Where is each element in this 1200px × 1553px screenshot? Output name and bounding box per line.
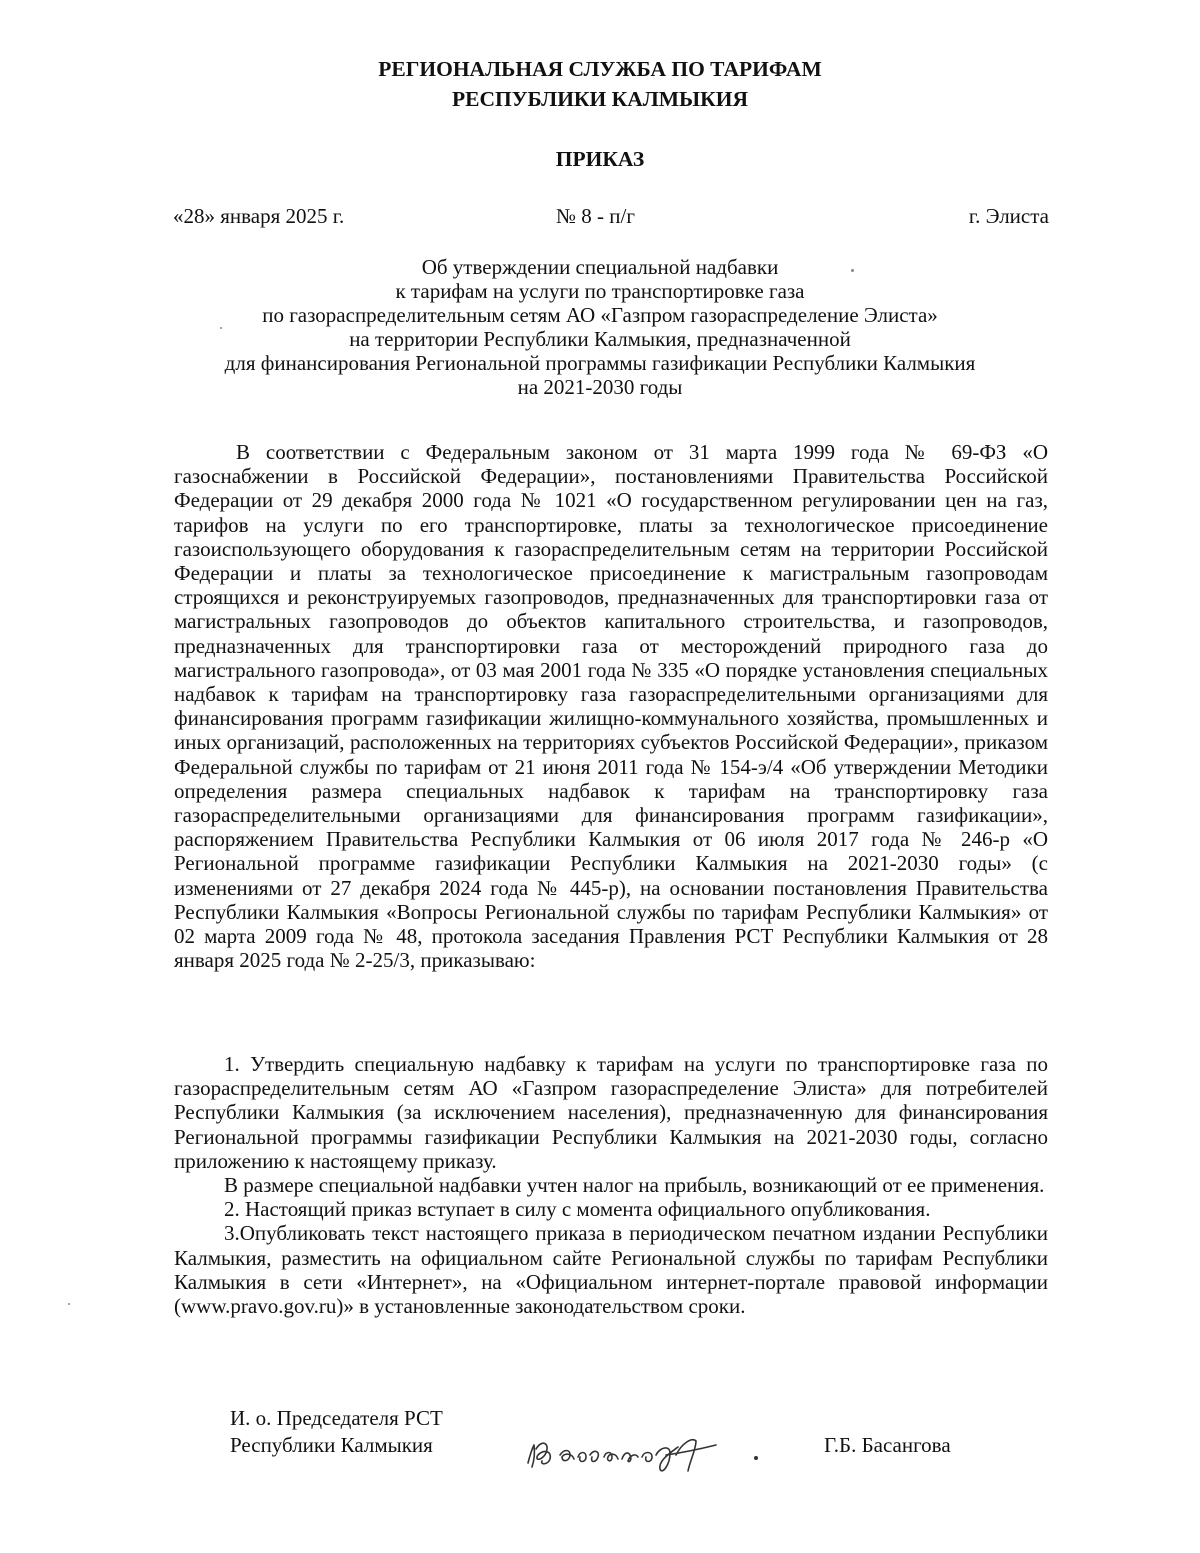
order-city: г. Элиста: [968, 204, 1049, 228]
handwritten-signature: [520, 1425, 770, 1480]
order-subject: [150, 255, 1050, 399]
signatory-name: Г.Б. Басангова: [824, 1433, 951, 1457]
order-item: 1. Утвердить специальную надбавку к тарифам на услуги по транспортировке газа по газораспределительным сетям АО «Газпром газораспределение Элиста» для потребителей Республики Калмыкия (за исключением населения), предназначенную для финансирования Региональной программы газификации Республики Калмыкия на 2021-2030 годы, согласно приложению к настоящему приказу.: [174, 1052, 1048, 1173]
order-item: 3.Опубликовать текст настоящего приказа в периодическом печатном издании Республики Калмыкия, разместить на официальном сайте Региональной службы по тарифам Республики Калмыкия в сети «Интернет», на «Официальном интернет-портале правовой информации (www.pravo.gov.ru)» в установленные законодательством сроки.: [174, 1221, 1048, 1319]
organization-name-line1: РЕГИОНАЛЬНАЯ СЛУЖБА ПО ТАРИФАМ: [378, 57, 822, 81]
signatory-position-line1: И. о. Председателя РСТ: [230, 1406, 443, 1430]
document-type-title: ПРИКАЗ: [555, 147, 645, 171]
order-items: [174, 1052, 1048, 1318]
order-item: 2. Настоящий приказ вступает в силу с момента официального опубликования.: [224, 1197, 931, 1222]
preamble-paragraph: В соответствии с Федеральным законом от 31 марта 1999 года № 69-ФЗ «О газоснабжении в Российской Федерации», постановлениями Правительства Российской Федерации от 29 декабря 2000 года № 1021 «О государственном регулировании цен на газ, тарифов на услуги по его транспортировке, платы за технологическое присоединение газоиспользующего оборудования к газораспределительным сетям на территории Российской Федерации и платы за технологическое присоединение к магистральным газопроводам строящихся и реконструируемых газопроводов, предназначенных для транспортировки газа от магистральных газопроводов до объектов капитального строительства, и газопроводов, предназначенных для транспортировки газа от месторождений природного газа до магистрального газопровода», от 03 мая 2001 года № 335 «О порядке установления специальных надбавок к тарифам на транспортировку газа газораспределительными организациями для финансирования программ газификации жилищно-коммунального хозяйства, промышленных и иных организаций, расположенных на территориях субъектов Российской Федерации», приказом Федеральной службы по тарифам от 21 июня 2011 года № 154-э/4 «Об утверждении Методики определения размера специальных надбавок к тарифам на транспортировку газа газораспределительными организациями для финансирования программ газификации», распоряжением Правительства Республики Калмыкия от 06 июля 2017 года № 246-р «О Региональной программе газификации Республики Калмыкия на 2021-2030 годы» (с изменениями от 27 декабря 2024 года № 445-р), на основании постановления Правительства Республики Калмыкия «Вопросы Региональной службы по тарифам Республики Калмыкия» от 02 марта 2009 года № 48, протокола заседания Правления РСТ Республики Калмыкия от 28 января 2025 года № 2-25/3, приказываю:: [174, 440, 1048, 973]
subject-line: для финансирования Региональной программы газификации Республики Калмыкия: [224, 351, 976, 375]
scan-speck: [851, 269, 854, 272]
subject-line: по газораспределительным сетям АО «Газпром газораспределение Элиста»: [262, 303, 938, 327]
order-number: № 8 - п/г: [556, 204, 635, 228]
signatory-position-line2: Республики Калмыкия: [230, 1433, 433, 1457]
organization-name-line2: РЕСПУБЛИКИ КАЛМЫКИЯ: [452, 87, 748, 111]
subject-line: к тарифам на услуги по транспортировке газа: [395, 279, 805, 303]
organization-name: [0, 54, 1200, 114]
subject-line: Об утверждении специальной надбавки: [421, 255, 779, 279]
subject-line: на 2021-2030 годы: [517, 375, 683, 399]
signatory-position: [230, 1405, 443, 1459]
subject-line: на территории Республики Калмыкия, предназначенной: [349, 327, 851, 351]
preamble: [174, 440, 1048, 972]
scan-speck: [68, 1303, 70, 1305]
order-date: «28» января 2025 г.: [173, 204, 345, 228]
order-item: В размере специальной надбавки учтен налог на прибыль, возникающий от ее применения.: [224, 1173, 1045, 1198]
scan-speck: [220, 327, 222, 329]
